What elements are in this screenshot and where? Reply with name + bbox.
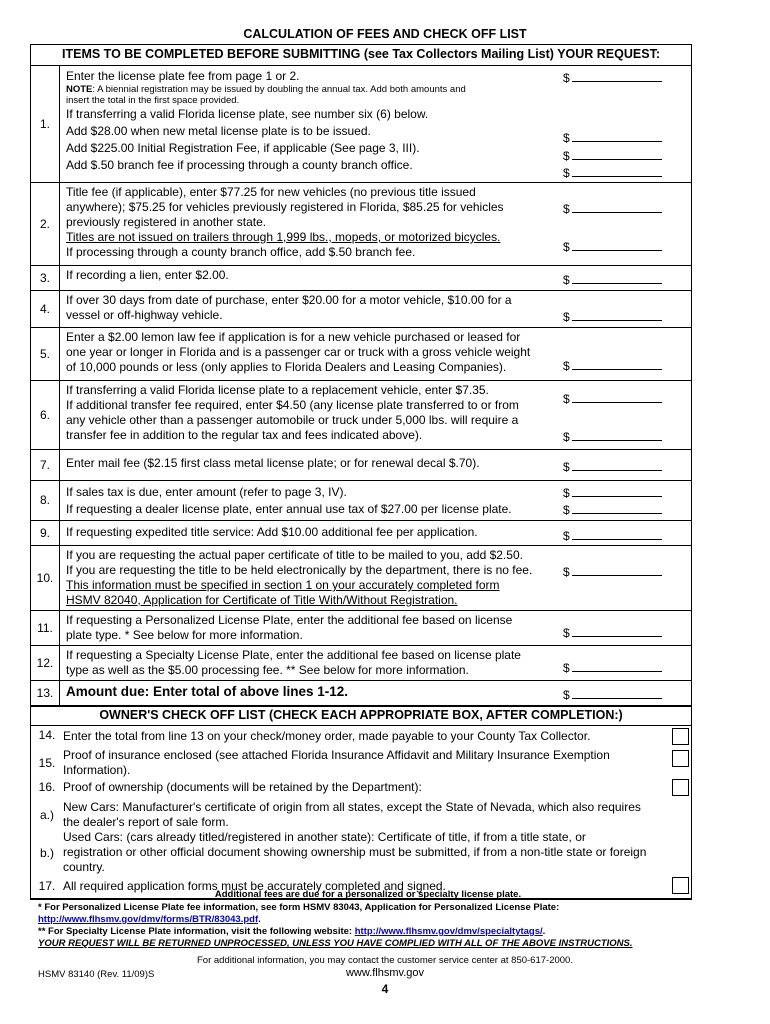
amount-field[interactable]: $ (563, 272, 662, 288)
note-text: NOTE: A biennial registration may be issued by doubling the annual tax. Add both amounts and (66, 84, 466, 95)
row-text: one year or longer in Florida and is a passenger car or truck with a gross vehicle weight (66, 345, 531, 359)
additional-fees-note: Additional fees are due for a personalized or specialty license plate. (214, 889, 522, 900)
amount-field[interactable]: $ (563, 485, 662, 501)
form-id: HSMV 83140 (Rev. 11/09)S (38, 969, 155, 980)
row-text: Add $28.00 when new metal license plate is to be issued. (66, 124, 371, 138)
personalized-plate-note: * For Personalized License Plate fee information, see form HSMV 83043, Application for Personalized License Plate: http://www.flhsmv.gov/dmv/forms/BTR/83043.pdf. ** For Specialty License Plate information, visit the following website: http://www.flhsmv.gov/dmv/specialtytags/. YOUR REQUEST WILL BE RETURNED UNPROCESSED, UNLESS YOU HAVE COMPLIED WITH ALL OF THE ABOVE INSTRUCTIONS. (38, 902, 698, 950)
row-text: HSMV 82040, Application for Certificate of Title With/Without Registration. (66, 593, 458, 607)
note-text: insert the total in the first space provided. (66, 95, 240, 106)
checkbox[interactable] (672, 728, 689, 745)
amount-field[interactable]: $ (563, 201, 662, 217)
check-item-16a: a.) New Cars: Manufacturer's certificate of origin from all states, except the State of Nevada, which also requires the dealer's report of sale form. (39, 800, 641, 829)
row-text: This information must be specified in section 1 on your accurately completed form (66, 578, 500, 592)
amount-field[interactable]: $ (563, 625, 662, 641)
row-number: 8. (31, 481, 60, 520)
specialty-tags-link[interactable]: http://www.flhsmv.gov/dmv/specialtytags/ (354, 926, 543, 937)
row-text: type as well as the $5.00 processing fee. ** See below for more information. (66, 663, 469, 677)
row-number: 4. (31, 291, 60, 327)
row-number: 12. (31, 646, 60, 680)
fee-form (30, 44, 692, 900)
row-text: Enter the license plate fee from page 1 or 2. (66, 69, 300, 83)
contact-info: For additional information, you may contact the customer service center at 850-617-2000. (197, 955, 573, 966)
row-number: 1. (31, 66, 60, 182)
row-text: Add $.50 branch fee if processing through a county branch office. (66, 158, 413, 172)
fee-row-2 (31, 183, 691, 266)
row-text: vessel or off-highway vehicle. (66, 308, 223, 322)
row-text: Titles are not issued on trailers through 1,999 lbs., mopeds, or motorized bicycles. (66, 230, 501, 244)
amount-field[interactable]: $ (563, 564, 662, 580)
fee-row-5 (31, 328, 691, 381)
amount-field[interactable]: $ (563, 148, 662, 164)
row-number: 10. (31, 546, 60, 610)
row-text: If processing through a county branch office, add $.50 branch fee. (66, 245, 416, 259)
amount-field[interactable]: $ (563, 502, 662, 518)
fee-row-4 (31, 291, 691, 328)
fee-row-13 (31, 681, 691, 706)
checkbox[interactable] (672, 750, 689, 767)
amount-field[interactable]: $ (563, 391, 662, 407)
row-text: any vehicle other than a passenger automobile or truck under 5,000 lbs. will require a (66, 413, 519, 427)
form-header: ITEMS TO BE COMPLETED BEFORE SUBMITTING (see Tax Collectors Mailing List) YOUR REQUEST: (31, 45, 691, 66)
row-text: If transferring a valid Florida license plate to a replacement vehicle, enter $7.35. (66, 383, 489, 397)
row-number: 9. (31, 521, 60, 545)
checkbox[interactable] (672, 779, 689, 796)
amount-field[interactable]: $ (563, 309, 662, 325)
row-text: of 10,000 pounds or less (only applies to Florida Dealers and Leasing Companies). (66, 360, 507, 374)
row-text: If requesting a dealer license plate, enter annual use tax of $27.00 per license plate. (66, 502, 512, 516)
row-text: If requesting expedited title service: Add $10.00 additional fee per application. (66, 525, 478, 539)
row-text: If requesting a Specialty License Plate, enter the additional fee based on license plate (66, 648, 521, 662)
row-number: 5. (31, 328, 60, 380)
amount-field[interactable]: $ (563, 660, 662, 676)
fee-row-8 (31, 481, 691, 521)
page-number: 4 (381, 982, 389, 996)
row-text: If over 30 days from date of purchase, enter $20.00 for a motor vehicle, $10.00 for a (66, 293, 512, 307)
fee-row-12 (31, 646, 691, 681)
amount-field[interactable]: $ (563, 70, 662, 86)
row-number: 7. (31, 450, 60, 480)
check-item-14: 14. Enter the total from line 13 on your check/money order, made payable to your County Tax Collector. (31, 728, 691, 748)
row-text: previously registered in another state. (66, 215, 267, 229)
page-title: CALCULATION OF FEES AND CHECK OFF LIST (243, 27, 527, 41)
check-item-17: 17. All required application forms must be accurately completed and signed. (31, 876, 691, 898)
personalized-plate-link[interactable]: http://www.flhsmv.gov/dmv/forms/BTR/83043.pdf (38, 914, 259, 925)
row-text: Enter a $2.00 lemon law fee if application is for a new vehicle purchased or leased for (66, 330, 521, 344)
fee-row-7 (31, 450, 691, 481)
fee-row-6 (31, 381, 691, 450)
row-text: Title fee (if applicable), enter $77.25 for new vehicles (no previous title issued (66, 185, 476, 199)
fee-row-9 (31, 521, 691, 546)
row-number: 11. (31, 611, 60, 645)
amount-due-label: Amount due: Enter total of above lines 1-12. (66, 684, 349, 699)
amount-field[interactable]: $ (563, 528, 662, 544)
row-text: If requesting a Personalized License Plate, enter the additional fee based on license (66, 613, 513, 627)
fee-row-10 (31, 546, 691, 611)
row-number: 13. (31, 681, 60, 705)
amount-field[interactable]: $ (563, 239, 662, 255)
row-text: plate type. * See below for more information. (66, 628, 303, 642)
amount-field[interactable]: $ (563, 358, 662, 374)
amount-field[interactable]: $ (563, 165, 662, 181)
row-text: If you are requesting the title to be held electronically by the department, there is no fee. (66, 563, 533, 577)
row-number: 2. (31, 183, 60, 265)
row-number: 6. (31, 381, 60, 449)
amount-field[interactable]: $ (563, 429, 662, 445)
row-text: If sales tax is due, enter amount (refer to page 3, IV). (66, 485, 347, 499)
amount-field[interactable]: $ (563, 459, 662, 475)
row-number: 3. (31, 266, 60, 290)
row-text: If transferring a valid Florida license plate, see number six (6) below. (66, 107, 429, 121)
row-text: If you are requesting the actual paper certificate of title to be mailed to you, add $2.50. (66, 548, 523, 562)
check-item-16b: b.) Used Cars: (cars already titled/registered in another state): Certificate of title, if from a title state, or registration or other official document showing ownership must be submitted, if from a non-title state or foreign country. (39, 830, 647, 874)
row-text: Enter mail fee ($2.15 first class metal license plate; or for renewal decal $.70). (66, 456, 480, 470)
warning-text: YOUR REQUEST WILL BE RETURNED UNPROCESSED, UNLESS YOU HAVE COMPLIED WITH ALL OF THE ABOVE INSTRUCTIONS. (38, 938, 633, 949)
checklist (31, 726, 691, 899)
checklist-header: OWNER'S CHECK OFF LIST (CHECK EACH APPROPRIATE BOX, AFTER COMPLETION:) (31, 706, 691, 726)
amount-due-field[interactable]: $ (563, 687, 662, 703)
fee-row-1 (31, 66, 691, 183)
row-text: transfer fee in addition to the regular tax and fees indicated above). (66, 428, 423, 442)
check-item-15: 15. Proof of insurance enclosed (see attached Florida Insurance Affidavit and Military Insurance Exemption Information). (31, 748, 691, 780)
row-text: Add $225.00 Initial Registration Fee, if applicable (See page 3, III). (66, 141, 420, 155)
amount-field[interactable]: $ (563, 130, 662, 146)
row-text: anywhere); $75.25 for vehicles previously registered in Florida, $85.25 for vehicles (66, 200, 504, 214)
fee-row-3 (31, 266, 691, 291)
row-text: If additional transfer fee required, enter $4.50 (any license plate transferred to or from (66, 398, 519, 412)
fee-row-11 (31, 611, 691, 646)
row-text: If recording a lien, enter $2.00. (66, 268, 229, 282)
website: www.flhsmv.gov (345, 967, 425, 979)
check-item-16: 16. Proof of ownership (documents will be retained by the Department): (31, 780, 691, 800)
